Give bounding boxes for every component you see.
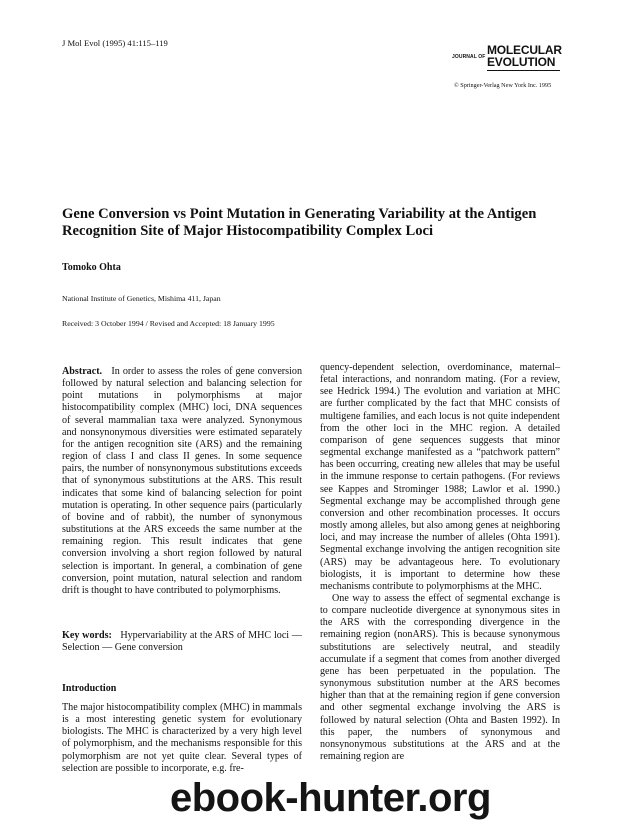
author-name: Tomoko Ohta	[62, 262, 121, 273]
introduction-body	[62, 702, 302, 775]
introduction-paragraph: The major histocompatibility complex (MHC) in mammals is a most interesting genetic system for evolutionary biologists. The MHC is characterized by a very high level of polymorphism, and the mechanisms responsible for this polymorphism are not yet quite clear. Several types of selection are possible to incorporate, e.g. fre-	[62, 702, 302, 774]
abstract-label: Abstract.	[62, 366, 103, 377]
journal-logo-word2: EVOLUTION	[487, 55, 556, 69]
watermark: ebook-hunter.org	[170, 776, 491, 820]
journal-logo-underline	[487, 70, 560, 71]
article-title-line2: Recognition Site of Major Histocompatibility Complex Loci	[62, 223, 434, 239]
received-dates: Received: 3 October 1994 / Revised and Accepted: 18 January 1995	[62, 319, 275, 328]
introduction-heading: Introduction	[62, 683, 117, 694]
journal-citation: J Mol Evol (1995) 41:115–119	[62, 38, 168, 48]
keywords-label: Key words:	[62, 630, 112, 641]
body-paragraph-2: One way to assess the effect of segmental exchange is to compare nucleotide divergence at synonymous sites in the ARS with the corresponding divergence in the remaining region (nonARS). This is because synonymous substitutions are selectively neutral, and steadily accumulate if a segment that comes from another diverged gene has been perpetuated in the population. The synonymous substitution number at the ARS becomes higher than that at the remaining region if gene conversion and other segmental exchange involving the ARS is followed by natural selection (Ohta and Basten 1992). In this paper, the numbers of synonymous and nonsynonymous substitutions at the ARS and at the remaining region are	[320, 592, 560, 762]
keywords-text: Hypervariability at the ARS of MHC loci — Selection — Gene conversion	[62, 630, 302, 654]
article-title	[62, 206, 582, 240]
body-paragraph-1: quency-dependent selection, overdominance, maternal–fetal interactions, and nonrandom mating. (For a review, see Hedrick 1994.) The evolution and variation at MHC are further complicated by the fact that MHC consists of multigene families, and each locus is not quite independent from the other loci in the MHC region. A detailed comparison of gene sequences suggests that minor segmental exchange manifested as a “patchwork pattern” has been occurring, creating new alleles that may be useful in the immune response to certain pathogens. (For reviews see Kappes and Strominger 1988; Lawlor et al. 1990.) Segmental exchange may be accomplished through gene conversion and other recombination processes. It occurs mostly among alleles, but also among genes at neighboring loci, and may increase the number of alleles (Ohta 1991). Segmental exchange involving the antigen recognition site (ARS) may be advantageous here. To evolutionary biologists, it is important to determine how these mechanisms contribute to polymorphisms at the MHC.	[320, 362, 560, 592]
right-column-body	[320, 362, 560, 763]
abstract	[62, 366, 302, 597]
journal-logo-prefix: JOURNAL OF	[452, 54, 486, 60]
article-title-line1: Gene Conversion vs Point Mutation in Generating Variability at the Antigen	[62, 206, 537, 222]
journal-logo-word1: MOLECULAR	[487, 43, 562, 57]
journal-logo	[452, 44, 560, 74]
copyright-notice: © Springer-Verlag New York Inc. 1995	[454, 82, 552, 89]
abstract-text: In order to assess the roles of gene conversion followed by natural selection and balancing selection for point mutations in polymorphisms at major histocompatibility complex (MHC) loci, DNA sequences of several mammalian taxa were analyzed. Synonymous and nonsynonymous diversities were estimated separately for the antigen recognition site (ARS) and the remaining region of class I and class II genes. In some sequence pairs, the number of nonsynonymous substitutions exceeds that of synonymous substitutions at the ARS. This result indicates that some kind of balancing selection for point mutation is operating. In other sequence pairs (particularly of bovine and of rabbit), the number of synonymous substitutions at the ARS exceeds the same number at the remaining region. This result indicates that gene conversion involving a short region followed by natural selection is important. In general, a combination of gene conversion, point mutation, natural selection and random drift is thought to have contributed to polymorphisms.	[62, 366, 302, 596]
author-affiliation: National Institute of Genetics, Mishima 411, Japan	[62, 294, 221, 303]
keywords	[62, 630, 302, 654]
